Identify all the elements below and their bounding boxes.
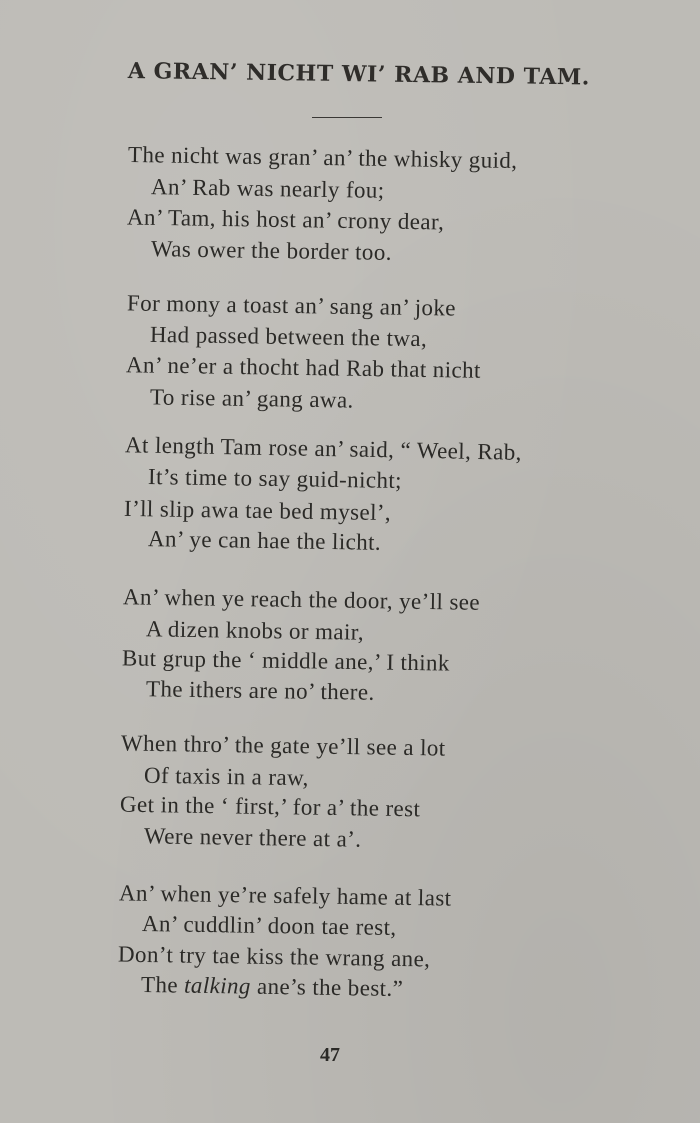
poem-line: The ithers are no’ there. — [145, 676, 375, 705]
poem-line: I’ll slip awa tae bed mysel’, — [123, 495, 392, 526]
poem-line: An’ when ye reach the door, ye’ll see — [122, 584, 481, 615]
poem-line: Had passed between the twa, — [149, 321, 428, 352]
poem-line: An’ when ye’re safely hame at last — [118, 880, 452, 911]
poem-line-part: The — [140, 971, 185, 998]
poem-line: Were never there at a’. — [143, 823, 362, 852]
poem-line: An’ ye can hae the licht. — [147, 526, 382, 555]
poem-line: Was ower the border too. — [150, 236, 393, 265]
poem-line: Don’t try tae kiss the wrang ane, — [117, 941, 431, 972]
poem-line: A dizen knobs or mair, — [145, 616, 365, 645]
poem-line: At length Tam rose an’ said, “ Weel, Rab, — [124, 432, 523, 465]
poem-line: For mony a toast an’ sang an’ joke — [126, 290, 457, 321]
poem-line: An’ Rab was nearly fou; — [150, 174, 385, 203]
poem-line: But grup the ‘ middle ane,’ I think — [121, 645, 451, 676]
poem-line: To rise an’ gang awa. — [149, 384, 354, 413]
poem-line-italic: talking — [183, 972, 252, 999]
poem-line-part: ane’s the best.” — [250, 973, 404, 1002]
poem-line: An’ ne’er a thocht had Rab that nicht — [125, 352, 481, 383]
poem-line: The nicht was gran’ an’ the whisky guid, — [127, 141, 518, 174]
poem-title: A GRAN’ NICHT WI’ RAB AND TAM. — [127, 58, 591, 91]
poem-line: Of taxis in a raw, — [143, 762, 309, 791]
poem-line: When thro’ the gate ye’ll see a lot — [120, 730, 446, 761]
poem-line: Get in the ‘ first,’ for a’ the rest — [119, 791, 421, 822]
poem-line: An’ cuddlin’ doon tae rest, — [141, 911, 397, 940]
poem-line — [141, 972, 404, 1002]
poem-line: An’ Tam, his host an’ crony dear, — [126, 204, 445, 235]
poem-line: It’s time to say guid-nicht; — [147, 464, 403, 493]
page-number: 47 — [320, 1044, 340, 1066]
